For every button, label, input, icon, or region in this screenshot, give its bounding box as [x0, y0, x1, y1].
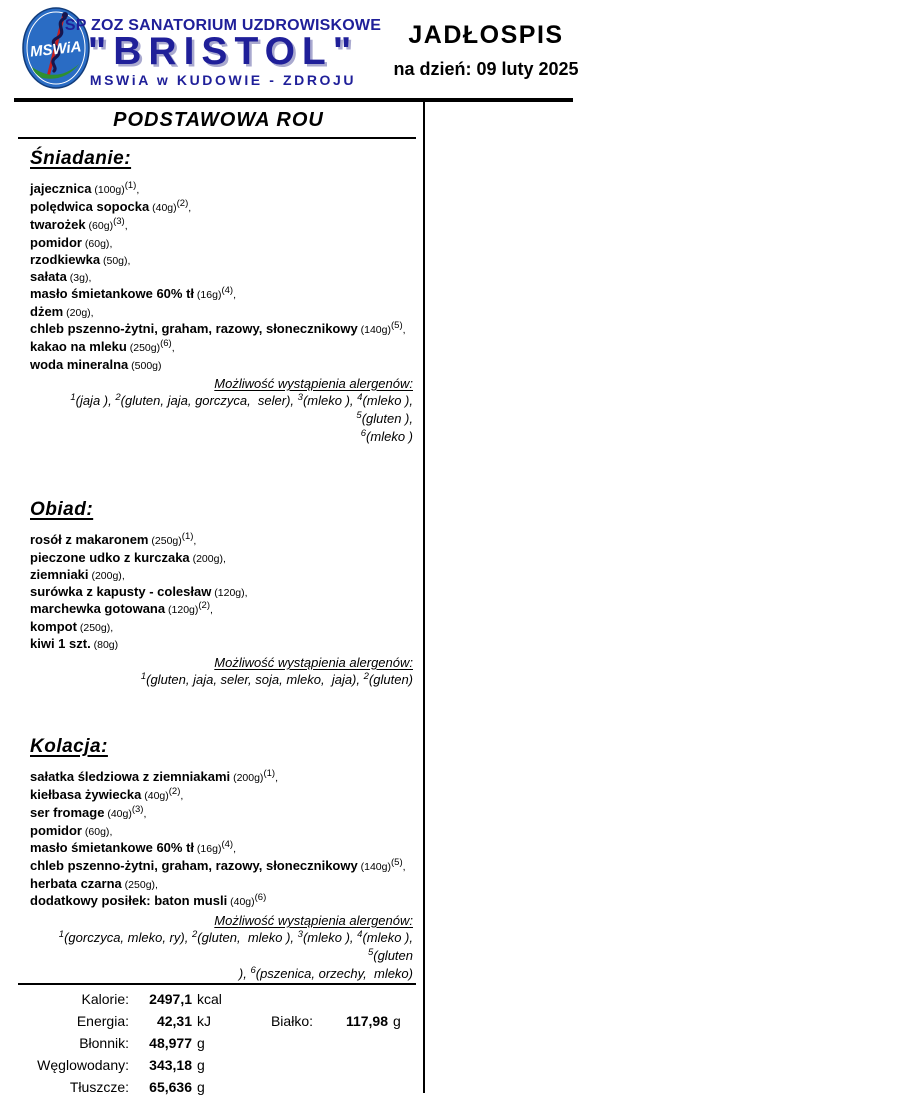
- menu-item: [30, 805, 423, 823]
- menu-item-separator: ,: [143, 808, 147, 820]
- menu-item-separator: ,: [275, 772, 278, 784]
- menu-item-name: rosół z makaronem: [30, 532, 149, 547]
- menu-item-name: sałata: [30, 269, 67, 284]
- menu-sections: [14, 148, 423, 984]
- menu-item-footnote-ref: (2): [198, 600, 211, 611]
- menu-item: [30, 584, 423, 601]
- menu-item-weight: (60g): [85, 220, 114, 232]
- menu-item-weight: (20g): [63, 307, 91, 319]
- menu-item-footnote-ref: (1): [181, 531, 194, 542]
- menu-item-footnote-ref: (6): [254, 892, 267, 903]
- menu-item-footnote-ref: (4): [221, 285, 234, 296]
- menu-item: [30, 550, 423, 567]
- diet-title-underline: [18, 137, 416, 139]
- nutrition-row: [14, 1057, 418, 1079]
- menu-item-separator: ,: [121, 570, 125, 582]
- menu-item-list: [30, 532, 423, 653]
- allergen-line: $^1$(gluten, jaja, seler, soja, mleko, jaja), $^2$(gluten): [140, 671, 413, 687]
- nutrition-value: 117,98: [345, 1013, 388, 1029]
- menu-item-name: surówka z kapusty - colesław: [30, 584, 212, 599]
- nutrition-unit: g: [393, 1013, 401, 1029]
- menu-item-name: marchewka gotowana: [30, 601, 166, 616]
- menu-item-separator: ,: [180, 790, 184, 802]
- menu-item-separator: ,: [124, 220, 128, 232]
- menu-item-weight: (40g): [227, 896, 255, 908]
- menu-item-name: pieczone udko z kurczaka: [30, 550, 190, 565]
- menu-item-weight: (3g): [66, 272, 89, 284]
- menu-item-separator: ,: [222, 553, 226, 565]
- nutrition-unit: g: [197, 1079, 205, 1095]
- nutrition-value: 343,18: [149, 1057, 192, 1073]
- organization-location-line: MSWiA w KUDOWIE - ZDROJU: [89, 71, 357, 88]
- menu-item-name: woda mineralna: [30, 357, 129, 372]
- menu-item-weight: (140g): [357, 324, 391, 336]
- menu-item-weight: (250g): [148, 535, 182, 547]
- nutrition-label: Kalorie:: [81, 991, 129, 1007]
- menu-item-weight: (60g): [82, 826, 110, 838]
- nutrition-summary: [14, 983, 418, 1101]
- menu-item-weight: (16g): [194, 289, 222, 301]
- menu-column: [14, 102, 423, 984]
- organization-brand-name: "BRISTOL": [87, 30, 359, 73]
- nutrition-divider-line: [18, 983, 416, 985]
- menu-item-weight: (60g): [82, 238, 110, 250]
- menu-item-separator: ,: [210, 604, 213, 616]
- menu-item-separator: ,: [109, 238, 113, 250]
- section-heading: Obiad:: [30, 499, 94, 520]
- nutrition-unit: kcal: [197, 991, 222, 1007]
- menu-item-name: ziemniaki: [30, 567, 89, 582]
- menu-item-name: masło śmietankowe 60% tł: [30, 840, 195, 855]
- allergen-footnote-ref: 3: [297, 929, 303, 940]
- menu-item: [30, 601, 423, 619]
- allergen-footnote-ref: 2: [363, 671, 369, 682]
- menu-item-weight: (250g): [76, 622, 111, 634]
- menu-item-weight: (80g): [90, 639, 119, 651]
- menu-item-footnote-ref: (5): [391, 857, 403, 868]
- menu-item: [30, 787, 423, 805]
- menu-item-separator: ,: [244, 587, 248, 599]
- nutrition-row: [14, 1013, 418, 1035]
- menu-section: [30, 736, 423, 984]
- allergen-footnote-ref: 4: [357, 929, 363, 940]
- menu-item: [30, 619, 423, 636]
- menu-item-name: sałatka śledziowa z ziemniakami: [30, 769, 231, 784]
- allergen-line: $^1$(gorczyca, mleko, ry), $^2$(gluten, mleko ), $^3$(mleko ), $^4$(mleko ), $^5$(gluten: [58, 929, 417, 963]
- menu-item: [30, 769, 423, 787]
- menu-item: [30, 858, 423, 876]
- menu-item: [30, 339, 423, 357]
- menu-item-name: kompot: [30, 619, 77, 634]
- allergen-footnote-ref: 4: [357, 392, 363, 403]
- nutrition-unit: g: [197, 1035, 205, 1051]
- menu-item-name: polędwica sopocka: [30, 199, 150, 214]
- allergen-footnote-ref: 6: [250, 965, 256, 976]
- menu-item-footnote-ref: (5): [391, 320, 403, 331]
- menu-item-weight: (250g): [126, 342, 161, 354]
- menu-item-weight: (120g): [211, 587, 245, 599]
- nutrition-row: [14, 1079, 418, 1101]
- menu-item: [30, 876, 423, 893]
- menu-item-separator: ,: [188, 202, 192, 214]
- menu-item-separator: ,: [127, 255, 131, 267]
- menu-item-weight: (200g): [189, 553, 223, 565]
- document-title: JADŁOSPIS: [408, 21, 564, 49]
- menu-item-weight: (500g): [128, 360, 162, 372]
- menu-item-footnote-ref: (2): [168, 786, 181, 797]
- allergen-footnote-ref: 1: [140, 671, 147, 682]
- nutrition-value: 2497,1: [149, 991, 192, 1007]
- allergen-footnote-ref: 5: [367, 947, 374, 958]
- menu-item: [30, 357, 423, 374]
- menu-item-weight: (40g): [141, 790, 169, 802]
- menu-item-name: chleb pszenno-żytni, graham, razowy, słonecznikowy: [30, 858, 358, 873]
- menu-item-weight: (40g): [104, 808, 132, 820]
- section-heading: Śniadanie:: [30, 148, 132, 169]
- menu-item-weight: (200g): [230, 772, 264, 784]
- nutrition-value: 42,31: [156, 1013, 192, 1029]
- menu-item-separator: ,: [110, 622, 114, 634]
- menu-item-footnote-ref: (3): [131, 804, 144, 815]
- allergen-footnote-ref: 2: [191, 929, 198, 940]
- nutrition-label: Węglowodany:: [37, 1057, 129, 1073]
- nutrition-unit: g: [197, 1057, 205, 1073]
- menu-item-name: chleb pszenno-żytni, graham, razowy, słonecznikowy: [30, 321, 358, 336]
- allergen-block: [30, 655, 423, 690]
- allergen-line: ), $^6$(pszenica, orzechy, mleko): [238, 965, 413, 981]
- allergen-heading: Możliwość wystąpienia alergenów:: [214, 655, 413, 670]
- menu-item-separator: ,: [136, 184, 140, 196]
- menu-item-separator: ,: [402, 324, 406, 336]
- menu-item: [30, 304, 423, 321]
- menu-item-separator: ,: [155, 879, 158, 891]
- allergen-footnote-ref: 1: [70, 392, 76, 403]
- menu-item: [30, 567, 423, 584]
- menu-item: [30, 840, 423, 858]
- menu-item-weight: (50g): [100, 255, 128, 267]
- nutrition-value: 48,977: [149, 1035, 192, 1051]
- allergen-footnote-ref: 3: [297, 392, 303, 403]
- menu-item-name: dodatkowy posiłek: baton musli: [30, 893, 228, 908]
- allergen-footnote-ref: 6: [360, 428, 367, 439]
- section-heading: Kolacja:: [30, 736, 108, 757]
- document-date: na dzień: 09 luty 2025: [393, 59, 579, 79]
- menu-item-weight: (120g): [165, 604, 199, 616]
- menu-item-name: pomidor: [30, 235, 82, 250]
- menu-item: [30, 269, 423, 286]
- menu-item-separator: ,: [171, 342, 175, 354]
- menu-item-name: kiwi 1 szt.: [30, 636, 91, 651]
- menu-item-list: [30, 181, 423, 374]
- menu-item-list: [30, 769, 423, 911]
- document-title-block: [388, 21, 584, 80]
- nutrition-value: 65,636: [149, 1079, 192, 1095]
- menu-item-name: kiełbasa żywiecka: [30, 787, 142, 802]
- menu-item-name: jajecznica: [30, 181, 92, 196]
- column-divider-line: [423, 102, 425, 1093]
- menu-item-weight: (16g): [194, 843, 222, 855]
- menu-item: [30, 199, 423, 217]
- nutrition-label: Białko:: [270, 1013, 313, 1029]
- nutrition-label: Energia:: [76, 1013, 129, 1029]
- menu-item-name: dżem: [30, 304, 64, 319]
- menu-item: [30, 286, 423, 304]
- menu-item-footnote-ref: (4): [221, 839, 234, 850]
- menu-section: [30, 148, 423, 447]
- allergen-footnote-ref: 5: [356, 410, 362, 421]
- logo-text: MSWiA: [29, 38, 83, 61]
- organization-name-line1: SP ZOZ SANATORIUM UZDROWISKOWE: [64, 17, 382, 34]
- menu-item: [30, 321, 423, 339]
- menu-item-name: kakao na mleku: [30, 339, 127, 354]
- menu-item-weight: (140g): [357, 861, 391, 873]
- allergen-line: $^6$(mleko ): [360, 428, 413, 444]
- allergen-footnote-ref: 2: [115, 392, 121, 403]
- menu-section: [30, 499, 423, 690]
- nutrition-row: [14, 991, 418, 1013]
- nutrition-unit: kJ: [197, 1013, 211, 1029]
- nutrition-label: Błonnik:: [79, 1035, 129, 1051]
- menu-item-separator: ,: [233, 843, 236, 855]
- organization-block: [58, 17, 388, 88]
- allergen-footnote-ref: 1: [58, 929, 65, 940]
- menu-item-name: rzodkiewka: [30, 252, 101, 267]
- menu-item: [30, 181, 423, 199]
- allergen-line: $^1$(jaja ), $^2$(gluten, jaja, gorczyca, seler), $^3$(mleko ), $^4$(mleko ), $^5$(gluten ),: [70, 392, 417, 426]
- allergen-heading: Możliwość wystąpienia alergenów:: [214, 913, 413, 928]
- nutrition-label: Tłuszcze:: [69, 1079, 129, 1095]
- diet-title: PODSTAWOWA ROU: [113, 109, 324, 131]
- allergen-block: [30, 913, 423, 984]
- menu-item-weight: (40g): [149, 202, 177, 214]
- menu-item: [30, 532, 423, 550]
- menu-item: [30, 235, 423, 252]
- allergen-block: [30, 376, 423, 447]
- menu-item: [30, 252, 423, 269]
- menu-item-separator: ,: [233, 289, 236, 301]
- menu-item-weight: (200g): [88, 570, 122, 582]
- menu-item-name: pomidor: [30, 823, 82, 838]
- menu-item-separator: ,: [193, 535, 197, 547]
- menu-item-weight: (100g): [91, 184, 125, 196]
- menu-item-footnote-ref: (1): [124, 180, 137, 191]
- menu-item-separator: ,: [402, 861, 406, 873]
- menu-item: [30, 636, 423, 653]
- menu-item-name: masło śmietankowe 60% tł: [30, 286, 195, 301]
- menu-item-weight: (250g): [121, 879, 156, 891]
- nutrition-rows: [14, 991, 418, 1101]
- menu-item-name: twarożek: [30, 217, 86, 232]
- menu-item-footnote-ref: (3): [113, 216, 125, 227]
- menu-item-name: herbata czarna: [30, 876, 122, 891]
- menu-item: [30, 823, 423, 840]
- allergen-heading: Możliwość wystąpienia alergenów:: [214, 376, 413, 391]
- menu-item-footnote-ref: (2): [176, 198, 189, 209]
- menu-item-footnote-ref: (6): [160, 338, 172, 349]
- menu-item-footnote-ref: (1): [263, 768, 276, 779]
- menu-item: [30, 217, 423, 235]
- menu-item: [30, 893, 423, 911]
- menu-item-name: ser fromage: [30, 805, 105, 820]
- nutrition-row: [14, 1035, 418, 1057]
- menu-item-separator: ,: [88, 272, 92, 284]
- menu-item-separator: ,: [90, 307, 94, 319]
- menu-item-separator: ,: [109, 826, 113, 838]
